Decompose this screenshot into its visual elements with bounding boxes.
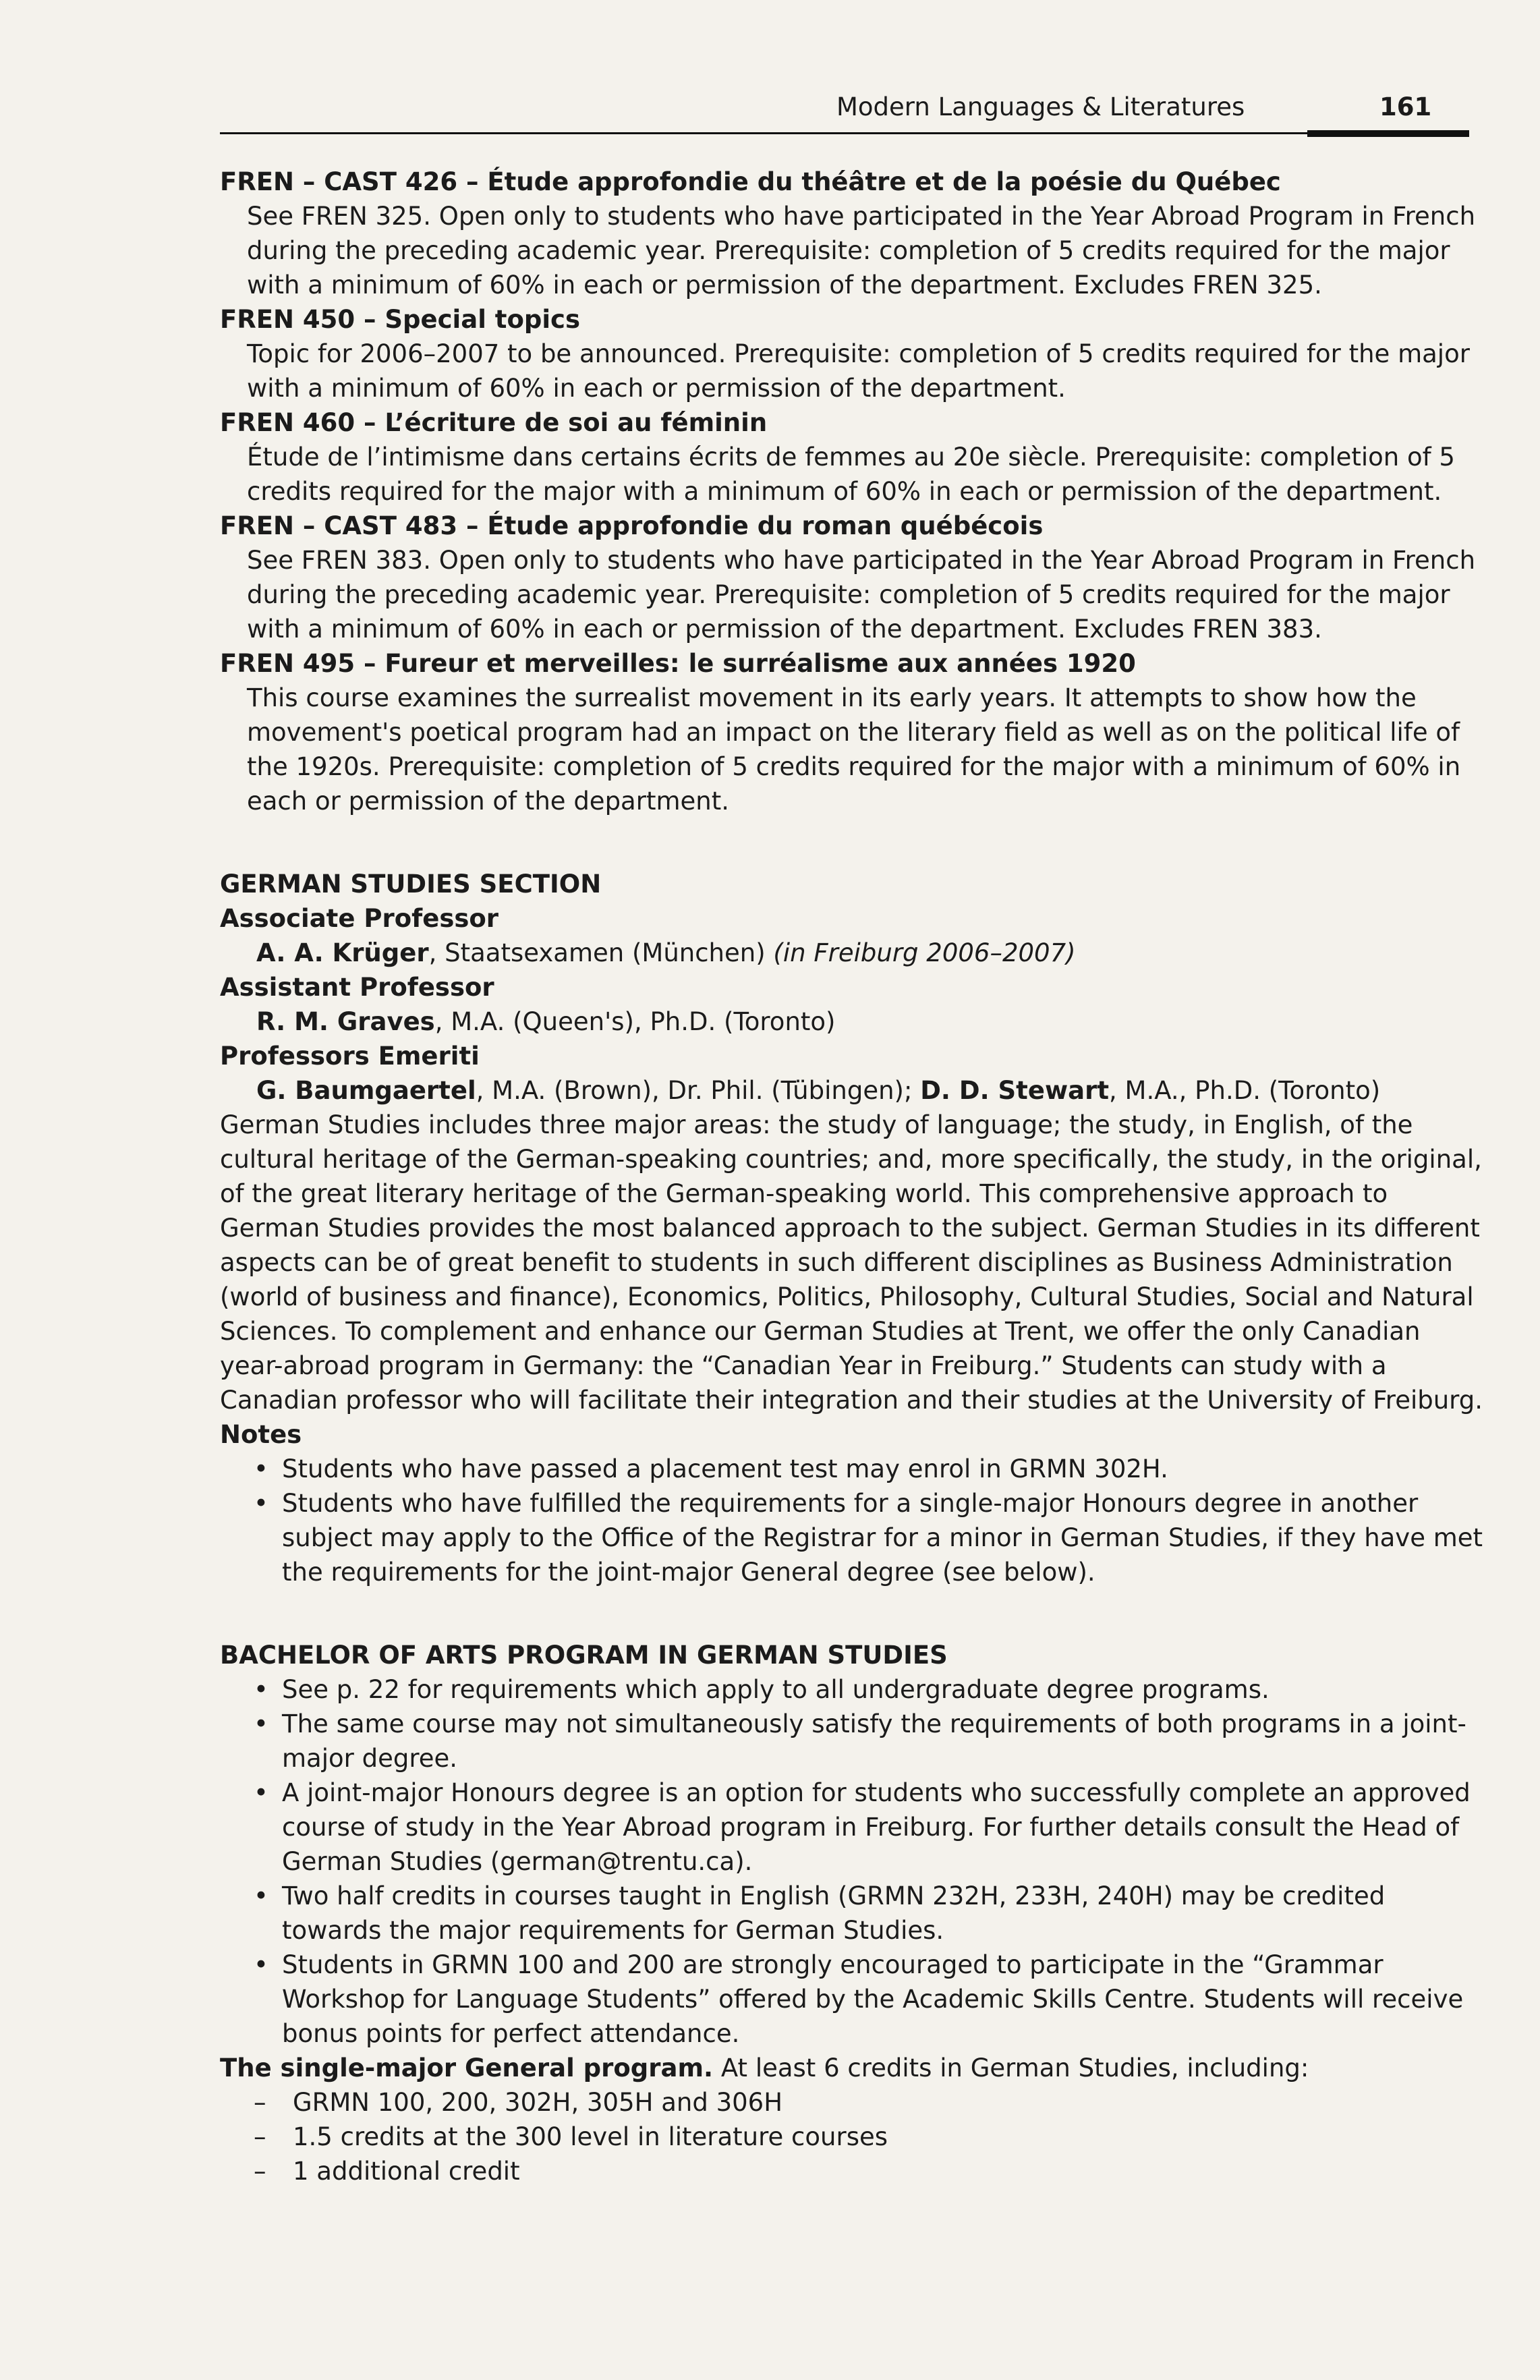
faculty-credentials: , Staatsexamen (München) — [428, 938, 774, 967]
requirements-list — [220, 2085, 1488, 2188]
program-rules-list — [220, 1672, 1488, 2051]
faculty-name: D. D. Stewart — [920, 1076, 1110, 1105]
page-content — [220, 165, 1488, 2188]
faculty-rank-label: Professors Emeriti — [220, 1042, 480, 1071]
course-entry — [220, 646, 1488, 818]
course-title: FREN 495 – Fureur et merveilles: le surréalisme aux années 1920 — [220, 649, 1136, 678]
list-item: • The same course may not simultaneously satisfy the requirements of both programs in a joint-major degree. — [254, 1707, 1488, 1776]
course-title: FREN – CAST 483 – Étude approfondie du roman québécois — [220, 511, 1044, 540]
course-entry — [220, 405, 1488, 509]
list-item: • A joint-major Honours degree is an option for students who successfully complete an approved course of study in the Year Abroad program in Freiburg. For further details consult the Head of German Studies (german@trentu.ca). — [254, 1776, 1488, 1879]
faculty-name: R. M. Graves — [256, 1007, 435, 1036]
list-item: • Students who have passed a placement test may enrol in GRMN 302H. — [254, 1452, 1488, 1486]
faculty-credentials: , M.A., Ph.D. (Toronto) — [1109, 1076, 1381, 1105]
course-description: Topic for 2006–2007 to be announced. Prerequisite: completion of 5 credits required for the major with a minimum of 60% in each or permission of the department. — [247, 339, 1470, 403]
faculty-rank-label: Associate Professor — [220, 904, 499, 933]
course-title: FREN 450 – Special topics — [220, 305, 580, 334]
course-description: See FREN 325. Open only to students who have participated in the Year Abroad Program in French during the preceding academic year. Prerequisite: completion of 5 credits required for the major with a minimum of 60% in each or permission of the department. Excludes FREN 325. — [247, 202, 1476, 300]
faculty-member — [256, 936, 1488, 970]
section-title-ba-program: BACHELOR OF ARTS PROGRAM IN GERMAN STUDIES — [220, 1641, 948, 1670]
faculty-member — [256, 1004, 1488, 1039]
section-title-german-studies: GERMAN STUDIES SECTION — [220, 870, 602, 899]
list-item: • See p. 22 for requirements which apply to all undergraduate degree programs. — [254, 1672, 1488, 1707]
notes-list — [220, 1452, 1488, 1589]
faculty-note: (in Freiburg 2006–2007) — [773, 938, 1076, 967]
list-item: – GRMN 100, 200, 302H, 305H and 306H — [254, 2085, 1488, 2120]
course-title: FREN – CAST 426 – Étude approfondie du théâtre et de la poésie du Québec — [220, 167, 1281, 196]
faculty-credentials: , M.A. (Queen's), Ph.D. (Toronto) — [434, 1007, 836, 1036]
page-number: 161 — [1379, 92, 1432, 121]
faculty-rank-label: Assistant Professor — [220, 973, 494, 1002]
list-item: • Students who have fulfilled the requirements for a single-major Honours degree in another subject may apply to the Office of the Registrar for a minor in German Studies, if they have met the requirements for the joint-major General degree (see below). — [254, 1486, 1488, 1589]
program-text: At least 6 credits in German Studies, including: — [713, 2053, 1309, 2082]
course-description: Étude de l’intimisme dans certains écrits de femmes au 20e siècle. Prerequisite: completion of 5 credits required for the major with a minimum of 60% in each or permission of the department. — [247, 443, 1455, 506]
list-item: • Two half credits in courses taught in English (GRMN 232H, 233H, 240H) may be credited towards the major requirements for German Studies. — [254, 1879, 1488, 1948]
course-description: See FREN 383. Open only to students who have participated in the Year Abroad Program in French during the preceding academic year. Prerequisite: completion of 5 credits required for the major with a minimum of 60% in each or permission of the department. Excludes FREN 383. — [247, 546, 1476, 644]
german-studies-intro: German Studies includes three major areas: the study of language; the study, in English, of the cultural heritage of the German-speaking countries; and, more specifically, the study, in the original, of the great literary heritage of the German-speaking world. This comprehensive approach to German Studies provides the most balanced approach to the subject. German Studies in its different aspects can be of great benefit to students in such different disciplines as Business Administration (world of business and finance), Economics, Politics, Philosophy, Cultural Studies, Social and Natural Sciences. To complement and enhance our German Studies at Trent, we offer the only Canadian year-abroad program in Germany: the “Canadian Year in Freiburg.” Students can study with a Canadian professor who will facilitate their integration and their studies at the University of Freiburg. — [220, 1110, 1483, 1415]
running-title: Modern Languages & Literatures — [836, 92, 1245, 121]
list-item: – 1 additional credit — [254, 2154, 1488, 2188]
faculty-member — [256, 1073, 1488, 1108]
single-major-program — [220, 2051, 1488, 2085]
faculty-name: G. Baumgaertel — [256, 1076, 476, 1105]
faculty-credentials: , M.A. (Brown), Dr. Phil. (Tübingen); — [476, 1076, 921, 1105]
course-entry — [220, 509, 1488, 646]
course-description: This course examines the surrealist movement in its early years. It attempts to show how the movement's poetical program had an impact on the literary field as well as on the political life of the 1920s. Prerequisite: completion of 5 credits required for the major with a minimum of 60% in each or permission of the department. — [247, 683, 1461, 816]
program-label: The single-major General program. — [220, 2053, 714, 2082]
header-tab-bar — [1307, 130, 1469, 137]
list-item: – 1.5 credits at the 300 level in literature courses — [254, 2120, 1488, 2154]
faculty-name: A. A. Krüger — [256, 938, 429, 967]
notes-label: Notes — [220, 1420, 302, 1449]
course-title: FREN 460 – L’écriture de soi au féminin — [220, 408, 768, 437]
course-entry — [220, 165, 1488, 302]
list-item: • Students in GRMN 100 and 200 are strongly encouraged to participate in the “Grammar Workshop for Language Students” offered by the Academic Skills Centre. Students will receive bonus points for perfect attendance. — [254, 1948, 1488, 2051]
course-entry — [220, 302, 1488, 405]
header-rule — [220, 132, 1469, 134]
